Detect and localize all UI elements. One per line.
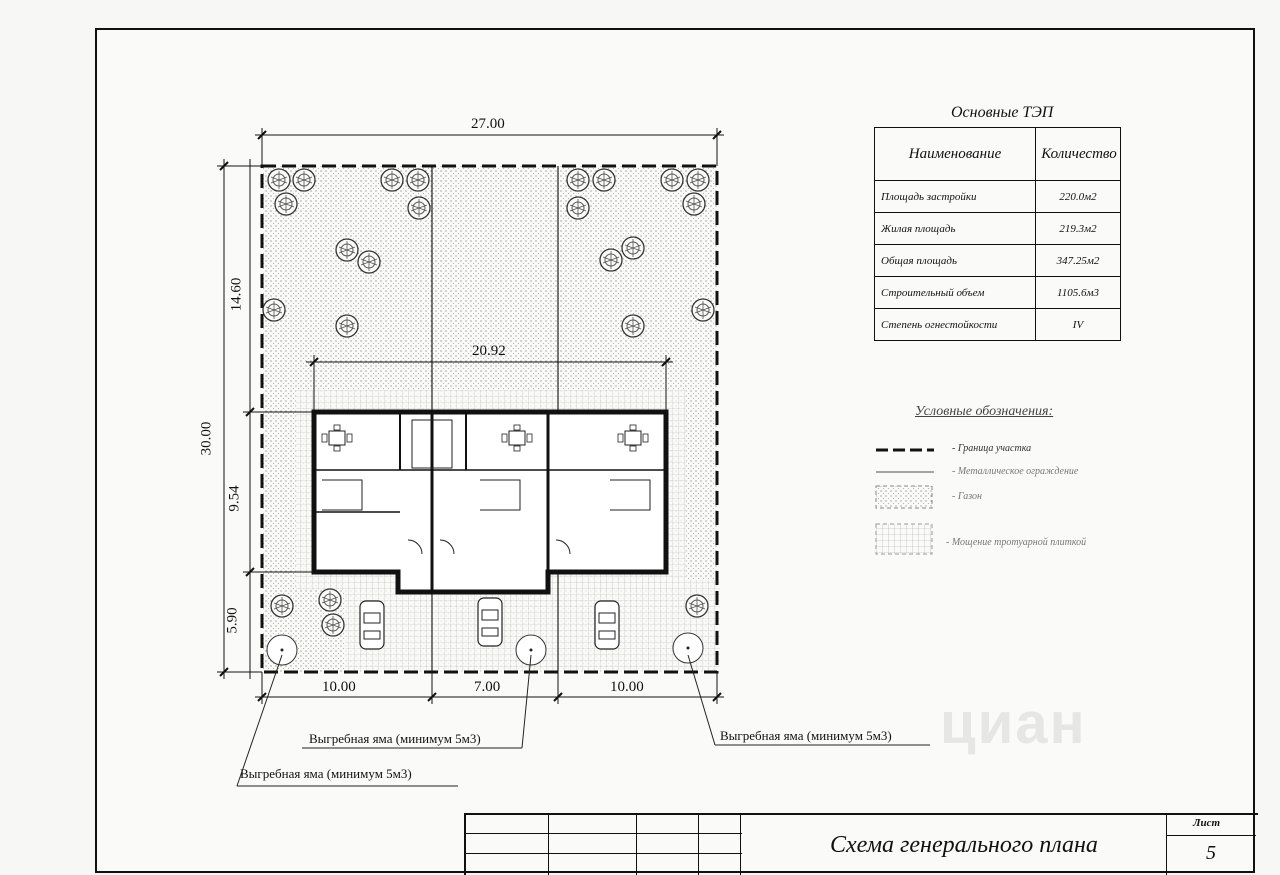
watermark: циан xyxy=(940,691,1087,756)
dim-lot-right: 10.00 xyxy=(610,679,644,695)
house-footprint xyxy=(314,412,666,592)
tep-row-name: Строительный объем xyxy=(875,277,1036,309)
table-row xyxy=(875,277,1121,309)
stamp-divider xyxy=(1166,835,1256,836)
dim-house-depth: 9.54 xyxy=(226,485,243,512)
dim-house-width: 20.92 xyxy=(472,343,506,359)
pit-label-3: Выгребная яма (минимум 5м3) xyxy=(720,728,892,743)
sheet-label: Лист xyxy=(1193,817,1221,829)
tep-header-value: Количество xyxy=(1036,128,1121,181)
car-1 xyxy=(360,601,384,649)
tep-header-row xyxy=(875,128,1121,181)
tep-row-name: Общая площадь xyxy=(875,245,1036,277)
car-3 xyxy=(595,601,619,649)
tep-row-value: 1105.6м3 xyxy=(1036,277,1121,309)
tep-row-name: Жилая площадь xyxy=(875,213,1036,245)
cesspit-2 xyxy=(516,635,546,665)
plan-title: Схема генерального плана xyxy=(830,832,1098,858)
tep-header-name: Наименование xyxy=(875,128,1036,181)
pit-label-2: Выгребная яма (минимум 5м3) xyxy=(309,731,481,746)
table-row xyxy=(875,245,1121,277)
stamp-divider xyxy=(636,815,637,875)
stamp-divider xyxy=(466,833,742,834)
stamp-divider xyxy=(740,815,741,875)
legend-item-lawn: - Газон xyxy=(952,491,982,502)
cesspit-3 xyxy=(673,633,703,663)
sheet-number: 5 xyxy=(1206,842,1216,864)
car-2 xyxy=(478,598,502,646)
legend-title: Условные обозначения: xyxy=(915,404,1054,419)
tep-table xyxy=(874,127,1121,341)
cesspit-1 xyxy=(267,635,297,665)
tep-row-name: Степень огнестойкости xyxy=(875,309,1036,341)
tep-row-value: 220.0м2 xyxy=(1036,181,1121,213)
dim-back-yard: 14.60 xyxy=(228,277,245,312)
table-row xyxy=(875,213,1121,245)
tep-row-value: IV xyxy=(1036,309,1121,341)
stamp-divider xyxy=(1166,815,1167,875)
legend-item-fence: - Металлическое ограждение xyxy=(952,466,1079,477)
dim-lot-left: 10.00 xyxy=(322,679,356,695)
stamp-divider xyxy=(548,815,549,875)
tep-title: Основные ТЭП xyxy=(951,104,1054,121)
table-row xyxy=(875,309,1121,341)
table-row xyxy=(875,181,1121,213)
legend-item-paving: - Мощение тротуарной плиткой xyxy=(946,537,1087,548)
stamp-divider xyxy=(466,853,742,854)
legend-symbols xyxy=(876,450,934,554)
tep-row-name: Площадь застройки xyxy=(875,181,1036,213)
stamp-divider xyxy=(698,815,699,875)
dim-lot-middle: 7.00 xyxy=(474,679,501,695)
dim-front-yard: 5.90 xyxy=(224,607,241,634)
dim-overall-width: 27.00 xyxy=(471,116,505,132)
tep-row-value: 219.3м2 xyxy=(1036,213,1121,245)
tep-row-value: 347.25м2 xyxy=(1036,245,1121,277)
dim-overall-depth: 30.00 xyxy=(198,421,215,456)
pit-label-1: Выгребная яма (минимум 5м3) xyxy=(240,766,412,781)
legend-item-boundary: - Граница участка xyxy=(952,443,1032,454)
